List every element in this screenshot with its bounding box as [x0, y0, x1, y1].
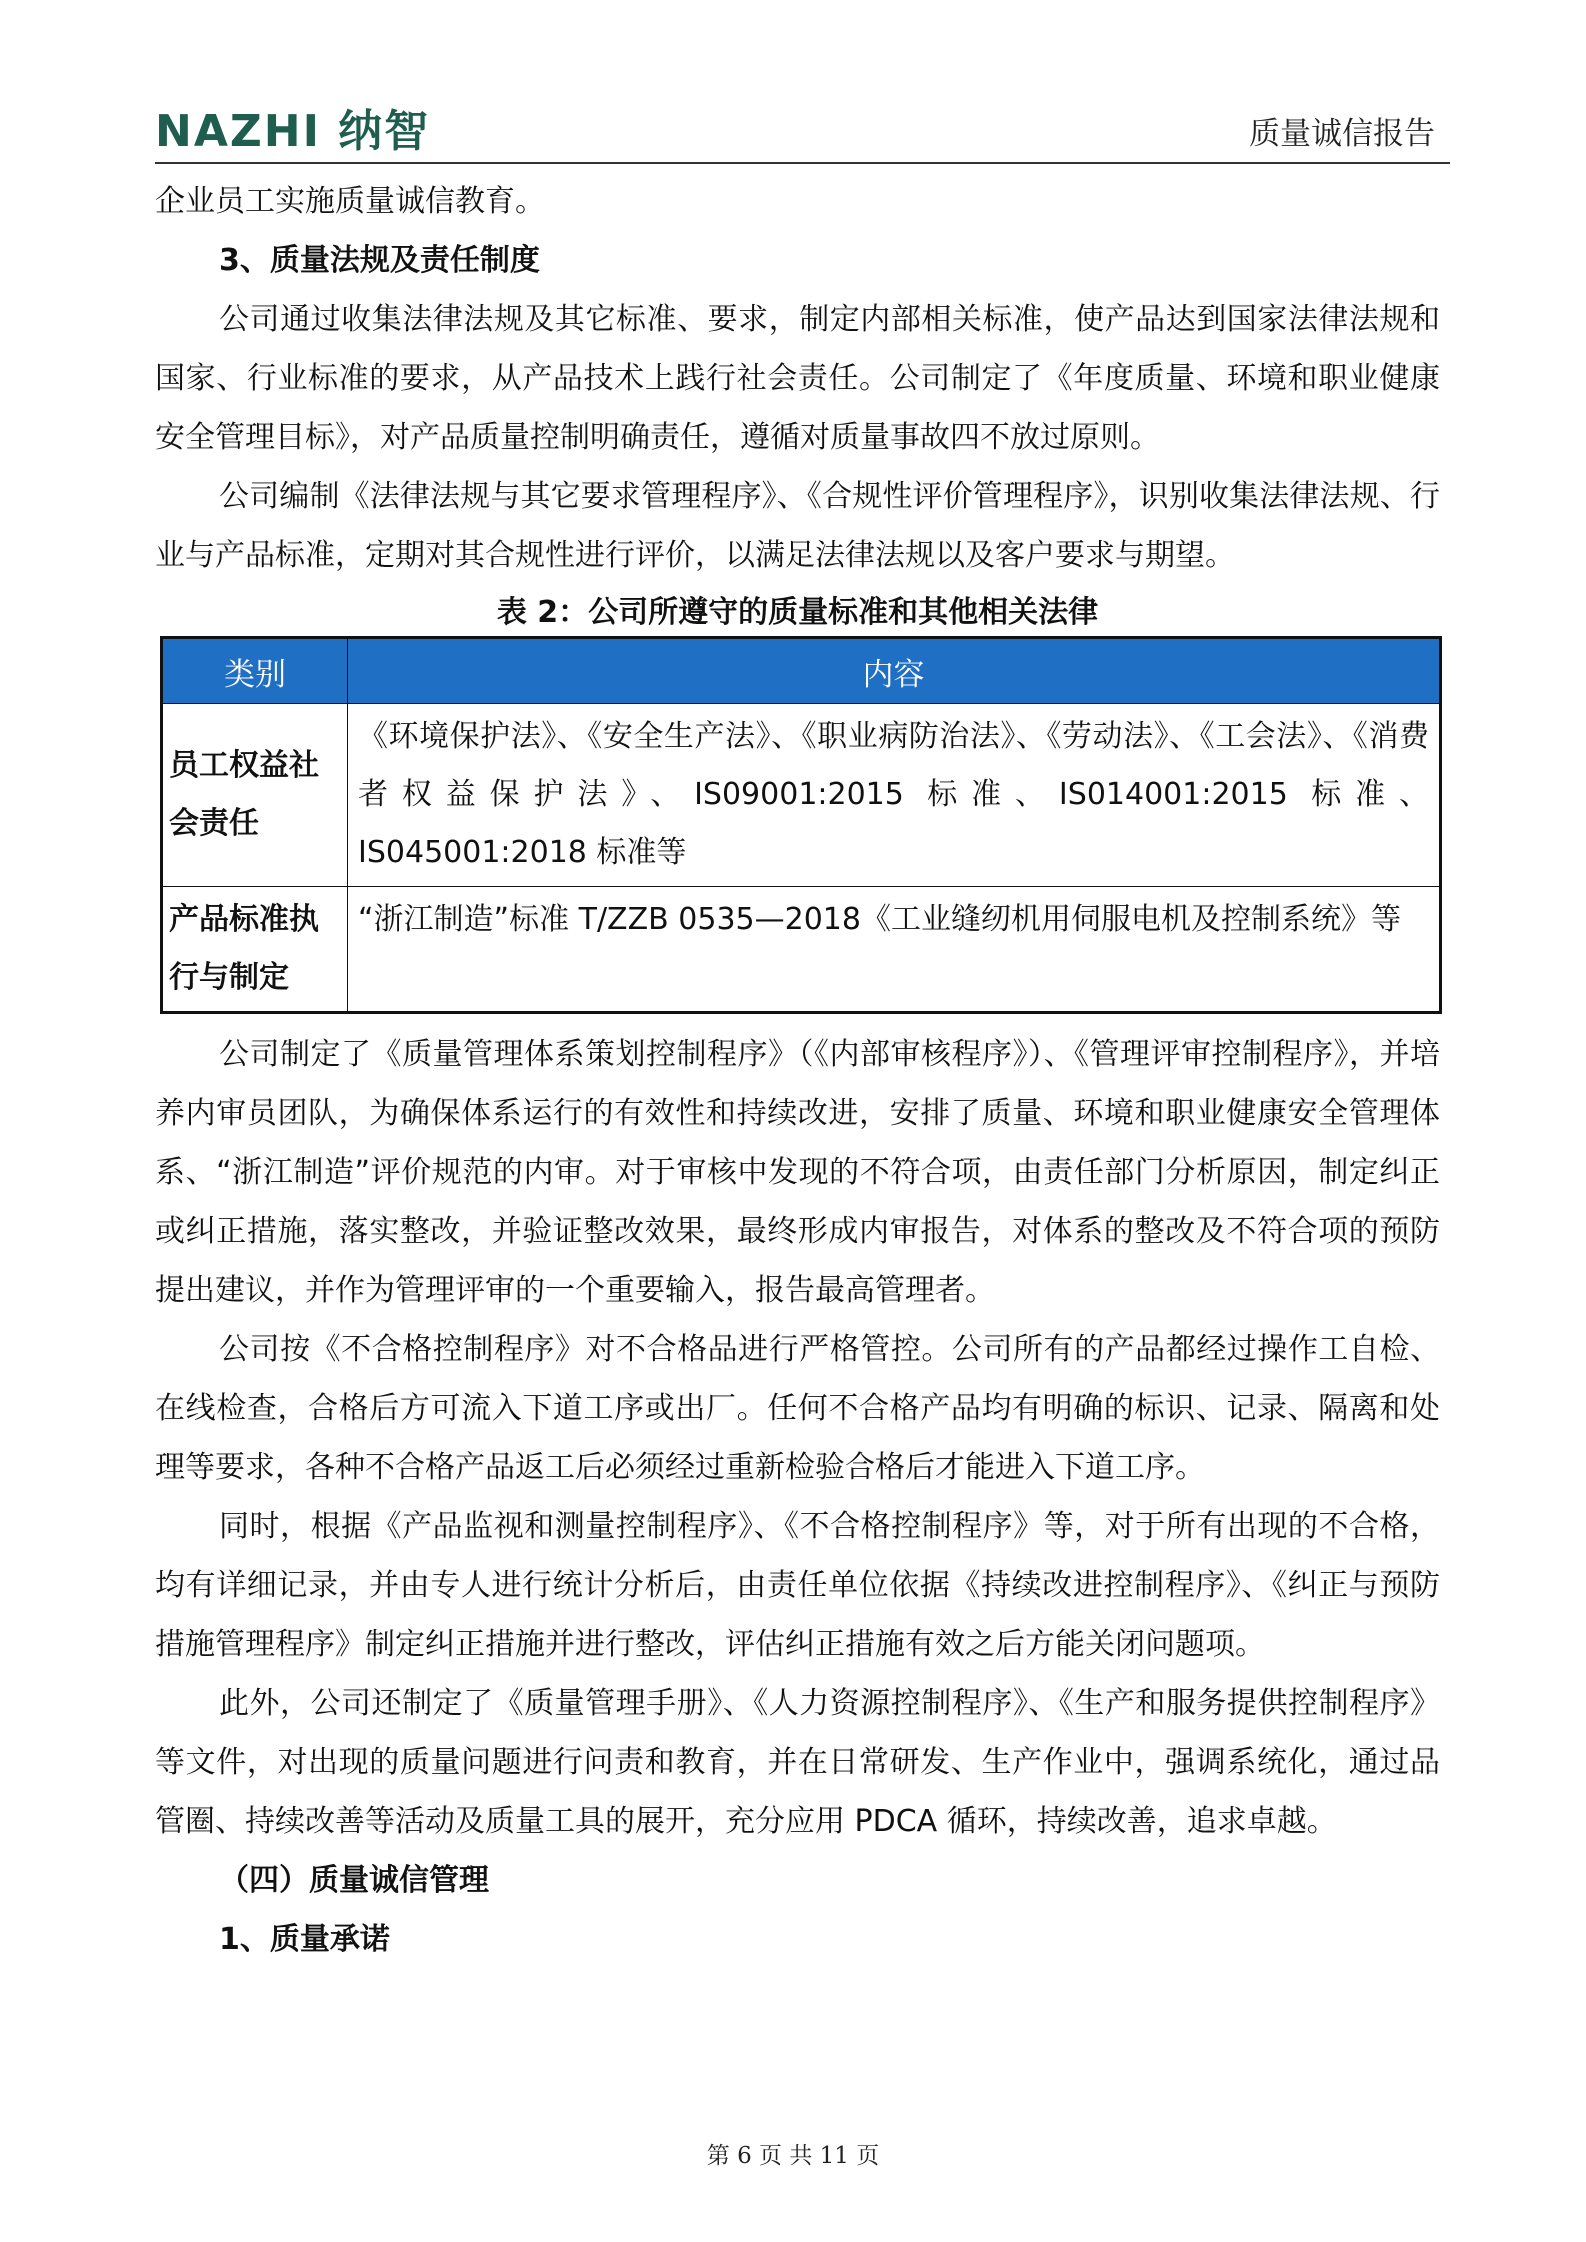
table-header-row	[162, 638, 1441, 704]
header-title: 质量诚信报告	[1249, 116, 1435, 152]
row-content: “浙江制造”标准 T/ZZB 0535—2018《工业缝纫机用伺服电机及控制系统》等	[348, 887, 1441, 1013]
column-header-content: 内容	[348, 638, 1441, 704]
paragraph-corrective-action: 同时，根据《产品监视和测量控制程序》、《不合格控制程序》等，对于所有出现的不合格，均有详细记录，并由专人进行统计分析后，由责任单位依据《持续改进控制程序》、《纠正与预防措施管理程序》制定纠正措施并进行整改，评估纠正措施有效之后方能关闭问题项。	[155, 1509, 1440, 1662]
standards-table	[160, 636, 1442, 1014]
section-heading-quality-commitment: 1、质量承诺	[219, 1922, 390, 1957]
row-content: 《环境保护法》、《安全生产法》、《职业病防治法》、《劳动法》、《工会法》、《消费者权益保护法》、IS09001:2015 标准、IS014001:2015 标准、IS045001:2018 标准等	[348, 704, 1441, 887]
row-category: 员工权益社会责任	[162, 704, 348, 887]
column-header-category: 类别	[162, 638, 348, 704]
section-heading-regulations: 3、质量法规及责任制度	[219, 243, 540, 278]
page-number: 第 6 页 共 11 页	[706, 2143, 880, 2169]
paragraph-continuation: 企业员工实施质量诚信教育。	[155, 184, 545, 219]
table-row	[162, 704, 1441, 887]
body-section-1	[155, 172, 1440, 585]
paragraph-internal-audit: 公司制定了《质量管理体系策划控制程序》（《内部审核程序》）、《管理评审控制程序》，并培养内审员团队，为确保体系运行的有效性和持续改进，安排了质量、环境和职业健康安全管理体系、“浙江制造”评价规范的内审。对于审核中发现的不符合项，由责任部门分析原因，制定纠正或纠正措施，落实整改，并验证整改效果，最终形成内审报告，对体系的整改及不符合项的预防提出建议，并作为管理评审的一个重要输入，报告最高管理者。	[155, 1037, 1440, 1308]
body-section-2	[155, 1025, 1440, 1969]
paragraph-compliance: 公司编制《法律法规与其它要求管理程序》、《合规性评价管理程序》，识别收集法律法规、行业与产品标准，定期对其合规性进行评价，以满足法律法规以及客户要求与期望。	[155, 479, 1440, 573]
header-divider	[155, 162, 1450, 164]
table-caption: 表 2：公司所遵守的质量标准和其他相关法律	[496, 595, 1099, 630]
paragraph-nonconforming-control: 公司按《不合格控制程序》对不合格品进行严格管控。公司所有的产品都经过操作工自检、在线检查，合格后方可流入下道工序或出厂。任何不合格产品均有明确的标识、记录、隔离和处理等要求，各种不合格产品返工后必须经过重新检验合格后才能进入下道工序。	[155, 1332, 1440, 1485]
paragraph-quality-manual: 此外，公司还制定了《质量管理手册》、《人力资源控制程序》、《生产和服务提供控制程序》等文件，对出现的质量问题进行问责和教育，并在日常研发、生产作业中，强调系统化，通过品管圈、持续改善等活动及质量工具的展开，充分应用 PDCA 循环，持续改善，追求卓越。	[155, 1686, 1440, 1839]
page-header	[155, 104, 1435, 164]
table-row	[162, 887, 1441, 1013]
section-heading-integrity-management: （四）质量诚信管理	[219, 1863, 489, 1898]
row-category: 产品标准执行与制定	[162, 887, 348, 1013]
paragraph-regulations: 公司通过收集法律法规及其它标准、要求，制定内部相关标准，使产品达到国家法律法规和国家、行业标准的要求，从产品技术上践行社会责任。公司制定了《年度质量、环境和职业健康安全管理目标》，对产品质量控制明确责任，遵循对质量事故四不放过原则。	[155, 302, 1440, 455]
company-logo: NAZHI 纳智	[155, 106, 431, 157]
